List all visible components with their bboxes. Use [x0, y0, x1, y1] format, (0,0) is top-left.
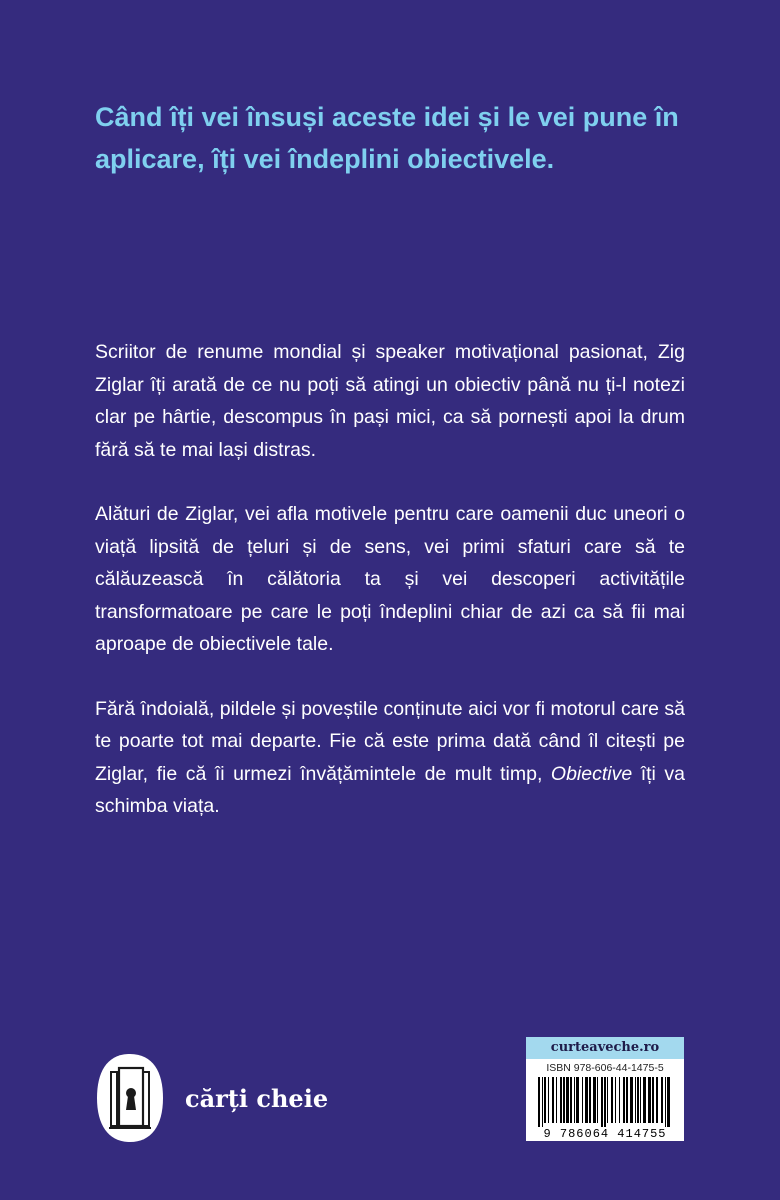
barcode-bar: [566, 1077, 569, 1123]
blurb-paragraph-1: Scriitor de renume mondial și speaker motivațional pasionat, Zig Ziglar îți arată de ce nu poți să atingi un obiectiv până nu ți-l notezi clar pe hârtie, descompus în pași mici, ca să pornești apoi la drum fără să te mai lași distras.: [95, 341, 685, 461]
barcode-bar: [570, 1077, 572, 1123]
barcode-bar: [574, 1077, 575, 1123]
barcode-bar: [630, 1077, 633, 1123]
barcode-bar: [637, 1077, 639, 1123]
barcode-bar: [538, 1077, 540, 1127]
barcode-bar: [585, 1077, 588, 1123]
barcode-bar: [661, 1077, 663, 1123]
barcode-bar: [544, 1077, 546, 1123]
barcode-bar: [563, 1077, 565, 1123]
isbn-label: ISBN 978-606-44-1475-5: [546, 1062, 664, 1074]
barcode-bar: [589, 1077, 591, 1123]
barcode-bar: [552, 1077, 554, 1123]
barcode-bar: [626, 1077, 628, 1123]
publisher-name: cărți cheie: [185, 1083, 329, 1113]
blurb-paragraph-3: [95, 693, 685, 823]
book-title-italic: Obiective: [550, 762, 633, 785]
barcode-bar: [611, 1077, 613, 1123]
barcode-bar: [542, 1077, 543, 1127]
barcode-box: [526, 1037, 684, 1141]
barcode-bar: [582, 1077, 583, 1123]
barcode-bar: [604, 1077, 606, 1127]
barcode-bar: [667, 1077, 670, 1127]
barcode-bar: [560, 1077, 562, 1123]
publisher-website: curteaveche.ro: [526, 1037, 684, 1059]
barcode-bar: [619, 1077, 620, 1123]
blurb-paragraph-3-text: Fără îndoială, pildele și poveștile conținute aici vor fi motorul care să te poarte tot mai departe. Fie că este prima dată când îl citești pe Ziglar, fie că îi urmezi învățămintele de mult timp,: [95, 697, 685, 785]
publisher-logo: [95, 1052, 328, 1144]
barcode-bar: [665, 1077, 666, 1127]
barcode-bar: [576, 1077, 579, 1123]
barcode-bar: [640, 1077, 641, 1123]
barcode: [536, 1077, 674, 1127]
headline: Când îți vei însuși aceste idei și le vei pune în aplicare, îți vei îndeplini obiectivele.: [95, 102, 679, 174]
barcode-bar: [597, 1077, 598, 1123]
barcode-bar: [601, 1077, 603, 1127]
barcode-bar: [548, 1077, 549, 1123]
barcode-bar: [615, 1077, 616, 1123]
book-keyhole-icon: [95, 1052, 165, 1144]
barcode-bar: [623, 1077, 625, 1123]
barcode-bar: [635, 1077, 636, 1123]
barcode-bar: [652, 1077, 654, 1123]
blurb: [95, 336, 685, 855]
barcode-bar: [556, 1077, 557, 1123]
barcode-bar: [648, 1077, 651, 1123]
barcode-bar: [607, 1077, 608, 1123]
barcode-bar: [593, 1077, 596, 1123]
blurb-paragraph-3-ending: îți va schimba viața.: [95, 762, 685, 817]
blurb-paragraph-2: Alături de Ziglar, vei afla motivele pentru care oamenii duc uneori o viață lipsită de țeluri și de sens, vei primi sfaturi care să te călăuzească în călătoria ta și vei descoperi activitățile transformatoare pe care le poți îndeplini chiar de azi ca să fii mai aproape de obiectivele tale.: [95, 503, 685, 655]
barcode-number: 9 786064 414755: [543, 1127, 667, 1141]
barcode-bar: [656, 1077, 658, 1123]
barcode-bar: [643, 1077, 646, 1123]
